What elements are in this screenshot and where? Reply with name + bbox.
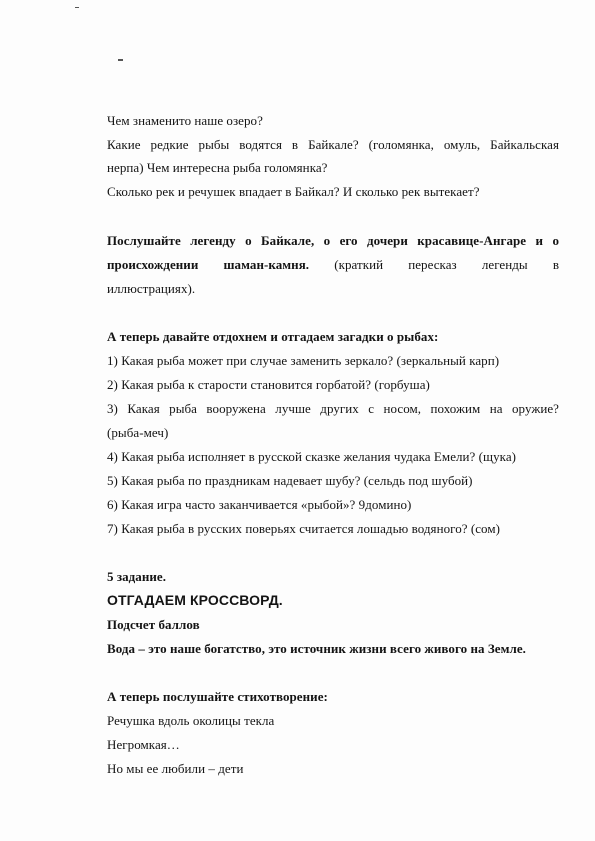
legend-title-fragment: происхождении шаман-камня. [107,257,310,272]
points-count-label: Подсчет баллов [107,617,200,632]
poem-intro: А теперь послушайте стихотворение: [107,689,328,704]
riddle-item: 4) Какая рыба исполняет в русской сказке желания чудака Емели? (щука) [107,449,517,464]
scan-speck [75,7,79,8]
legend-paragraph-line-3: иллюстрациях). [107,281,196,296]
poem-line: Негромкая… [107,737,180,752]
riddle-item: 1) Какая рыба может при случае заменить зеркало? (зеркальный карп) [107,353,500,368]
scan-speck [118,59,123,61]
poem-line: Но мы ее любили – дети [107,761,244,776]
riddle-item: 7) Какая рыба в русских поверьях считается лошадью водяного? (сом) [107,521,501,536]
legend-paragraph-line-2 [107,257,559,273]
water-statement: Вода – это наше богатство, это источник жизни всего живого на Земле. [107,641,526,656]
question-golomyanka: нерпа) Чем интересна рыба голомянка? [107,160,328,175]
question-rare-fish: Какие редкие рыбы водятся в Байкале? (голомянка, омуль, Байкальская [107,137,559,152]
riddle-item: 3) Какая рыба вооружена лучше других с носом, похожим на оружие? [107,401,559,416]
question-lake-fame: Чем знаменито наше озеро? [107,113,263,128]
riddle-item: 6) Какая игра часто заканчивается «рыбой»? 9домино) [107,497,412,512]
question-rivers: Сколько рек и речушек впадает в Байкал? И сколько рек вытекает? [107,184,480,199]
poem-line: Речушка вдоль околицы текла [107,713,275,728]
riddle-answer: (рыба-меч) [107,425,169,440]
legend-paragraph-line-1: Послушайте легенду о Байкале, о его дочери красавице-Ангаре и о [107,233,559,248]
task5-title: 5 задание. [107,569,167,584]
riddle-item: 5) Какая рыба по праздникам надевает шубу? (сельдь под шубой) [107,473,473,488]
legend-retelling-note: (краткий пересказ легенды в [309,257,560,272]
crossword-heading: ОТГАДАЕМ КРОССВОРД. [107,592,283,608]
riddle-item: 2) Какая рыба к старости становится горбатой? (горбуша) [107,377,430,392]
riddles-intro: А теперь давайте отдохнем и отгадаем загадки о рыбах: [107,329,439,344]
